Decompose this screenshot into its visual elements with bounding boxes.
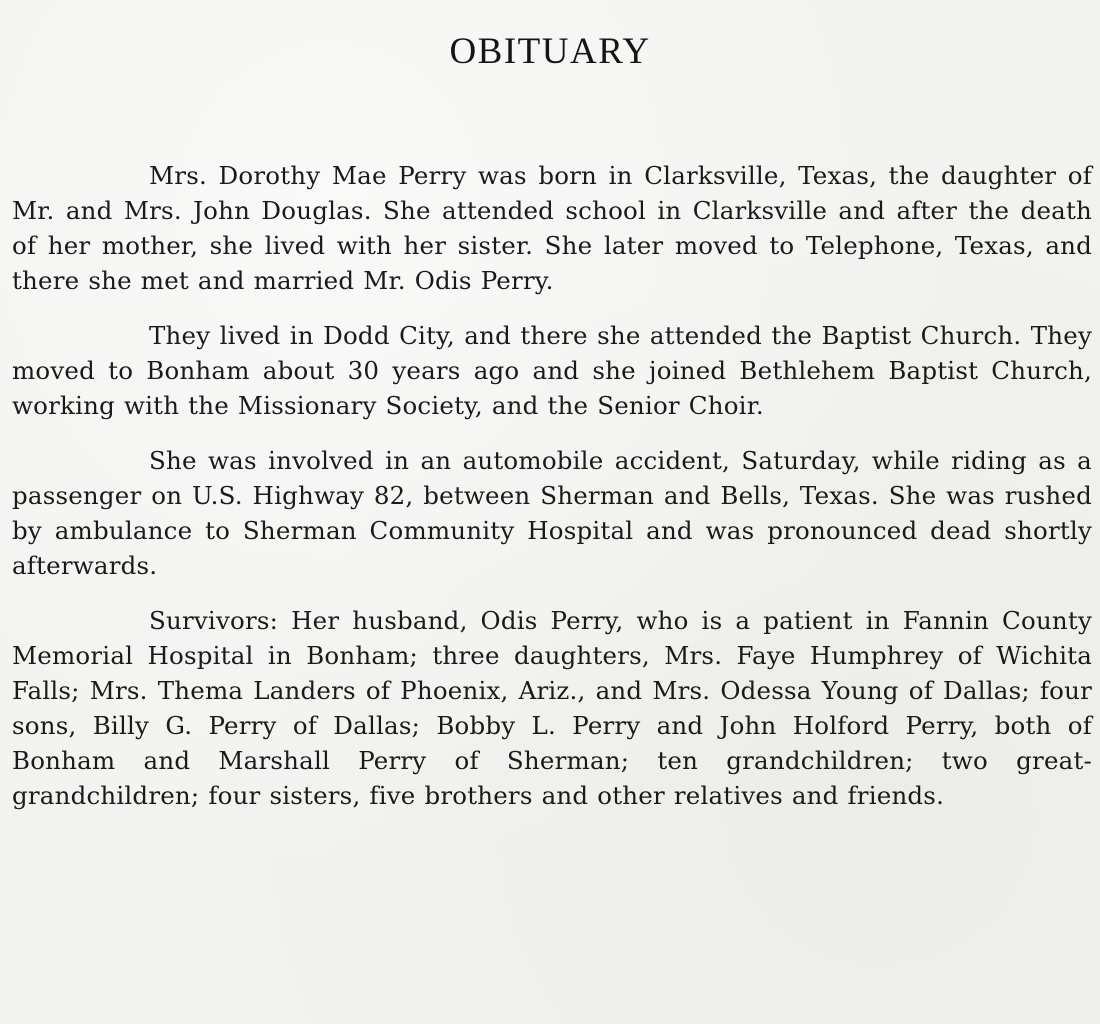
obituary-body: [12, 158, 1092, 833]
paragraph-church: They lived in Dodd City, and there she attended the Baptist Church. They moved to Bonham about 30 years ago and she joined Bethlehem Baptist Church, working with the Missionary Society, and the Senior Choir.: [12, 321, 1092, 420]
paragraph-birth: Mrs. Dorothy Mae Perry was born in Clarksville, Texas, the daughter of Mr. and Mrs. John Douglas. She attended school in Clarksville and after the death of her mother, she lived with her sister. She later moved to Telephone, Texas, and there she met and married Mr. Odis Perry.: [12, 161, 1092, 295]
paragraph-survivors: Survivors: Her husband, Odis Perry, who is a patient in Fannin County Memorial Hospital in Bonham; three daughters, Mrs. Faye Humphrey of Wichita Falls; Mrs. Thema Landers of Phoenix, Ariz., and Mrs. Odessa Young of Dallas; four sons, Billy G. Perry of Dallas; Bobby L. Perry and John Holford Perry, both of Bonham and Marshall Perry of Sherman; ten grandchildren; two great-grandchildren; four sisters, five brothers and other relatives and friends.: [12, 606, 1092, 810]
page-title: OBITUARY: [449, 31, 651, 72]
paragraph-accident: She was involved in an automobile accident, Saturday, while riding as a passenger on U.S. Highway 82, between Sherman and Bells, Texas. She was rushed by ambulance to Sherman Community Hospital and was pronounced dead shortly afterwards.: [12, 446, 1092, 580]
